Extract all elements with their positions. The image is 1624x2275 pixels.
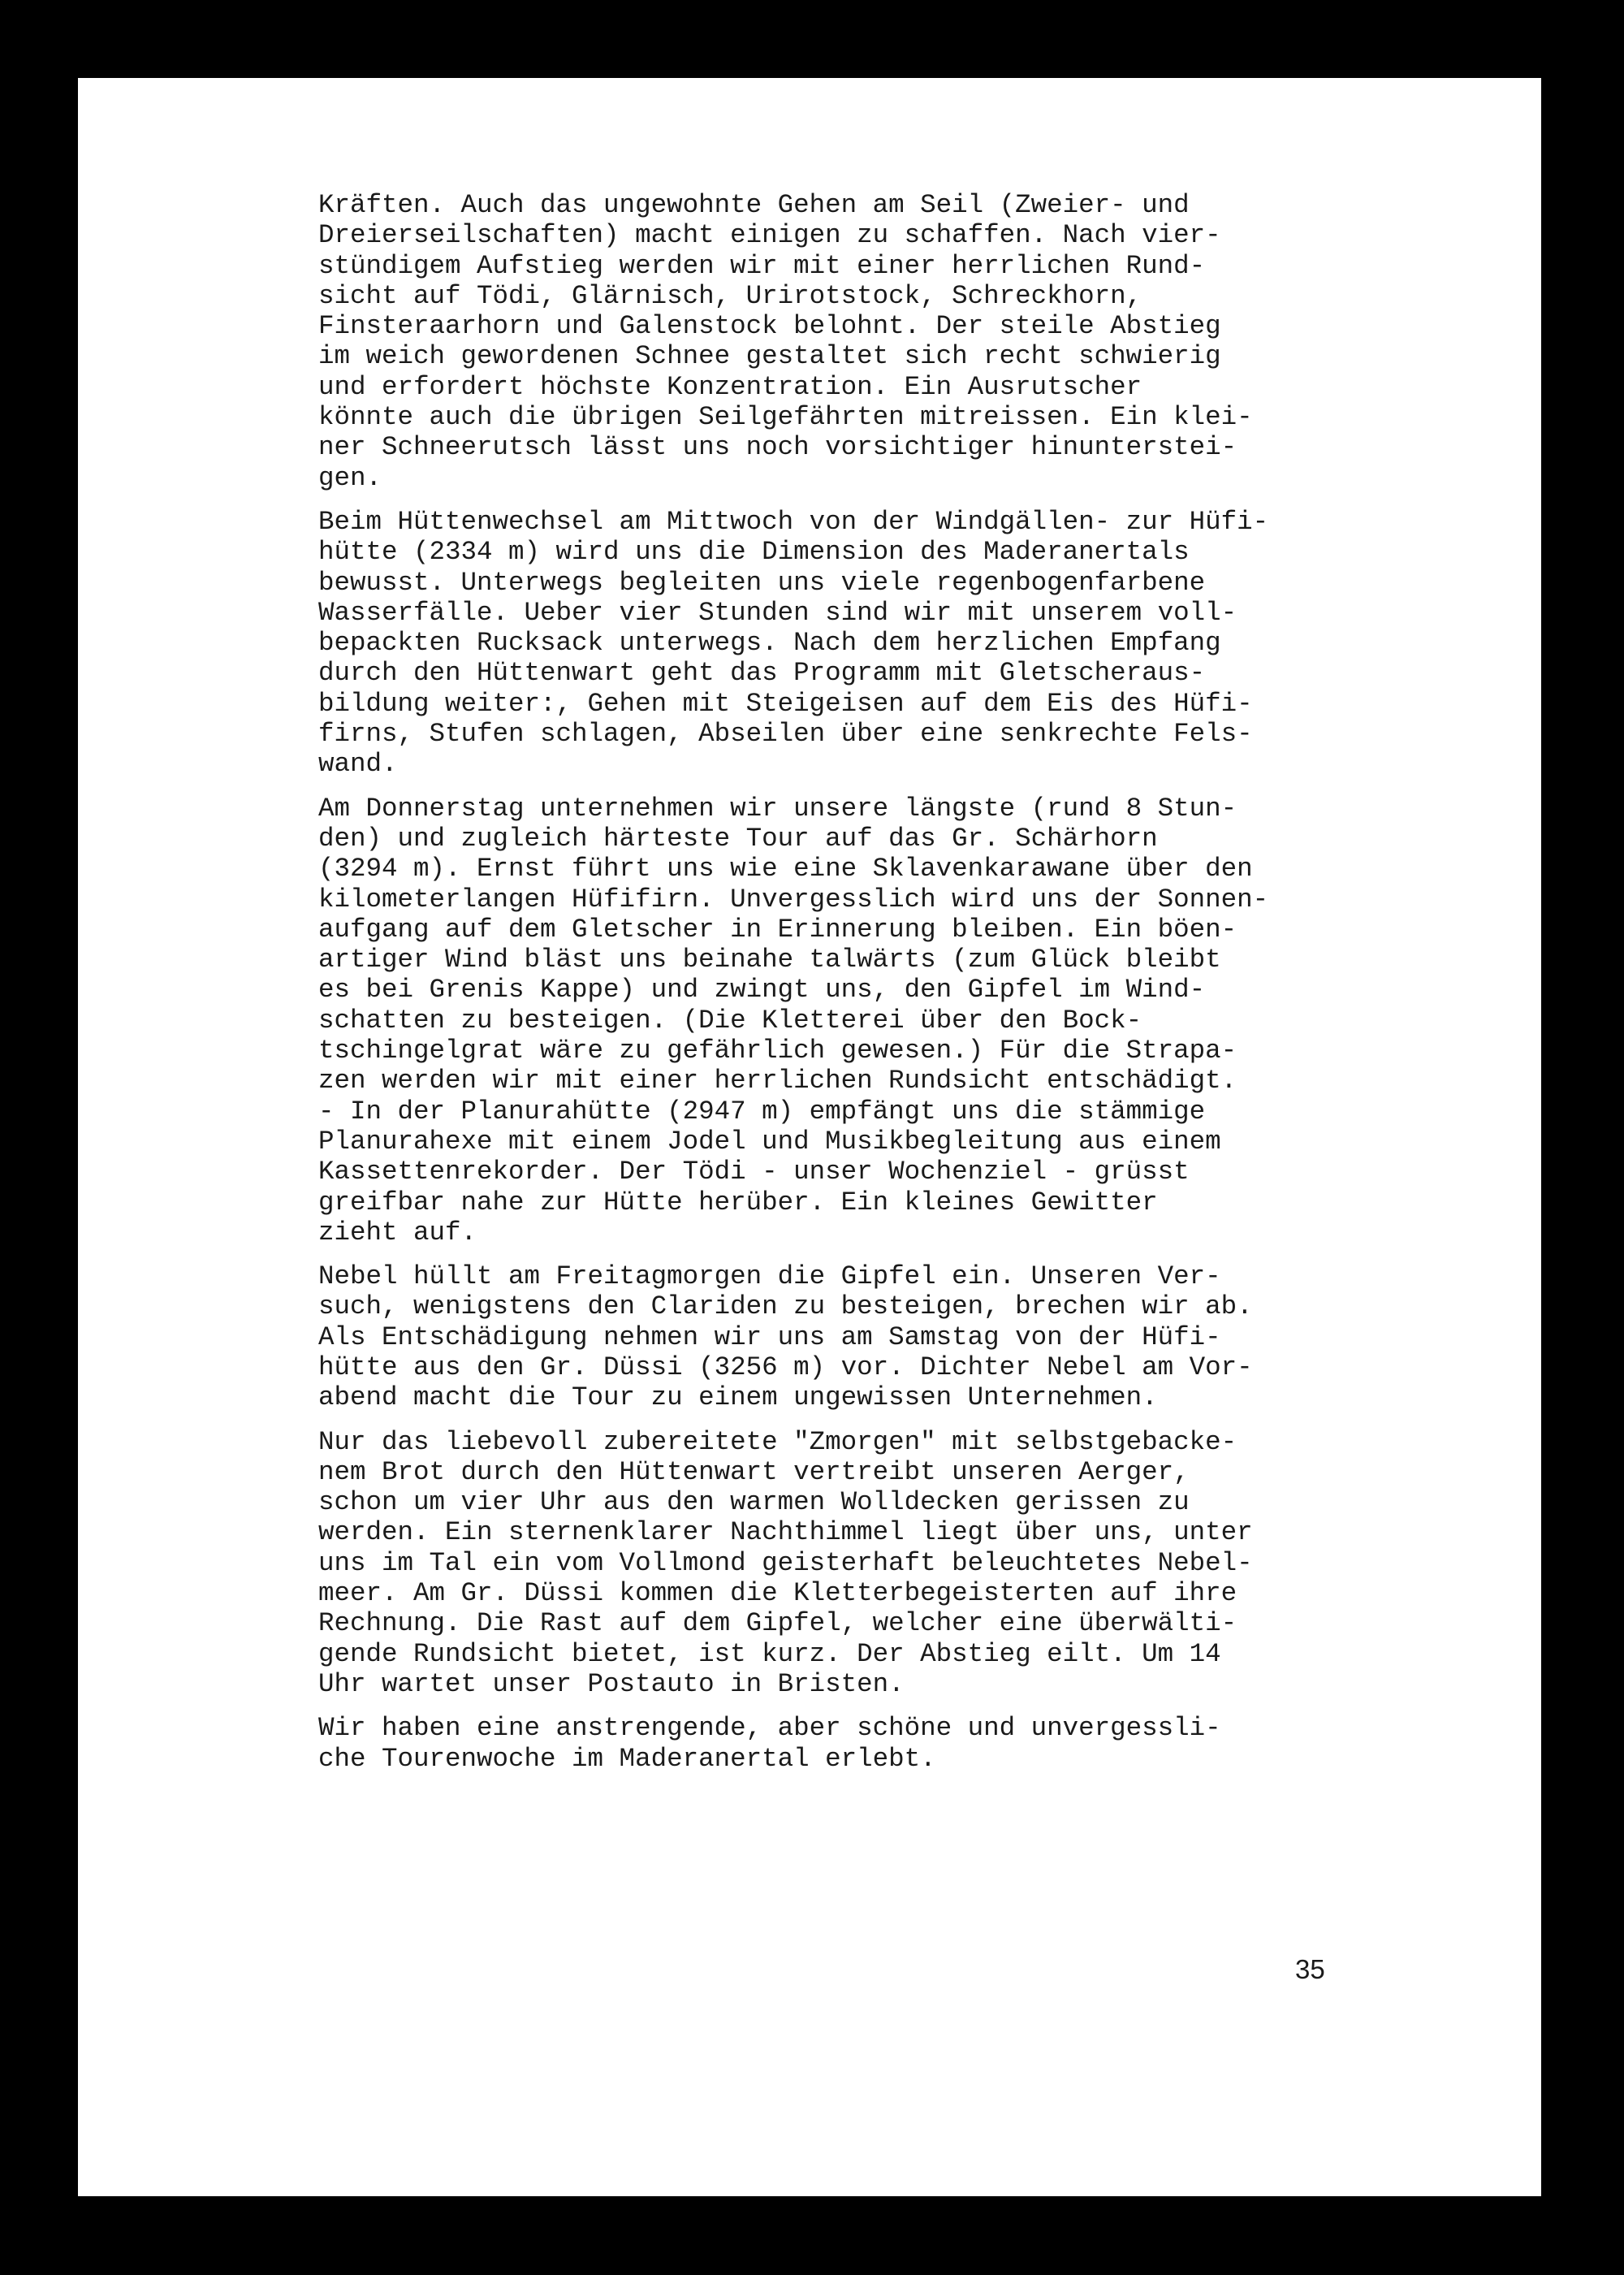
text-line: (3294 m). Ernst führt uns wie eine Sklavenkarawane über den — [318, 854, 1253, 884]
text-line: wand. — [318, 749, 398, 780]
text-line: Wasserfälle. Ueber vier Stunden sind wir mit unserem voll- — [318, 597, 1237, 628]
text-line: Wir haben eine anstrengende, aber schöne und unvergessli- — [318, 1713, 1221, 1744]
page-number: 35 — [1295, 1954, 1325, 1984]
text-line: sicht auf Tödi, Glärnisch, Urirotstock, Schreckhorn, — [318, 280, 1142, 311]
text-line: uns im Tal ein vom Vollmond geisterhaft beleuchtetes Nebel- — [318, 1547, 1253, 1578]
text-line: es bei Grenis Kappe) und zwingt uns, den Gipfel im Wind- — [318, 975, 1206, 1006]
text-line: - In der Planurahütte (2947 m) empfängt uns die stämmige — [318, 1096, 1206, 1127]
text-line: Am Donnerstag unternehmen wir unsere längste (rund 8 Stun- — [318, 793, 1237, 824]
text-line: Uhr wartet unser Postauto in Bristen. — [318, 1668, 905, 1699]
text-line: zen werden wir mit einer herrlichen Rundsicht entschädigt. — [318, 1066, 1237, 1096]
text-line: Als Entschädigung nehmen wir uns am Samstag von der Hüfi- — [318, 1321, 1221, 1352]
text-line: werden. Ein sternenklarer Nachthimmel liegt über uns, unter — [318, 1517, 1253, 1548]
text-line: Finsteraarhorn und Galenstock belohnt. Der steile Abstieg — [318, 311, 1221, 342]
text-line: such, wenigstens den Clariden zu besteigen, brechen wir ab. — [318, 1291, 1253, 1322]
text-line: und erfordert höchste Konzentration. Ein Ausrutscher — [318, 371, 1142, 402]
text-line: Planurahexe mit einem Jodel und Musikbegleitung aus einem — [318, 1126, 1221, 1157]
paragraph — [318, 1261, 1504, 1412]
text-line: hütte aus den Gr. Düssi (3256 m) vor. Dichter Nebel am Vor- — [318, 1352, 1253, 1382]
text-line: firns, Stufen schlagen, Abseilen über eine senkrechte Fels- — [318, 719, 1253, 750]
text-line: che Tourenwoche im Maderanertal erlebt. — [318, 1743, 936, 1774]
text-line: bildung weiter:, Gehen mit Steigeisen auf dem Eis des Hüfi- — [318, 688, 1253, 719]
text-line: aufgang auf dem Gletscher in Erinnerung bleiben. Ein böen- — [318, 914, 1237, 945]
text-line: Nur das liebevoll zubereitete "Zmorgen" mit selbstgebacke- — [318, 1426, 1237, 1457]
paragraph — [318, 190, 1504, 493]
text-line: Rechnung. Die Rast auf dem Gipfel, welcher eine überwälti- — [318, 1608, 1237, 1639]
body-text — [318, 190, 1504, 1788]
text-line: im weich gewordenen Schnee gestaltet sich recht schwierig — [318, 341, 1221, 372]
text-line: Dreierseilschaften) macht einigen zu schaffen. Nach vier- — [318, 220, 1221, 251]
text-line: bepackten Rucksack unterwegs. Nach dem herzlichen Empfang — [318, 628, 1221, 659]
text-line: stündigem Aufstieg werden wir mit einer herrlichen Rund- — [318, 250, 1206, 281]
paragraph — [318, 1713, 1504, 1774]
text-line: ner Schneerutsch lässt uns noch vorsichtiger hinunterstei- — [318, 432, 1237, 463]
paragraph — [318, 507, 1504, 780]
text-line: gende Rundsicht bietet, ist kurz. Der Abstieg eilt. Um 14 — [318, 1638, 1221, 1669]
text-line: Nebel hüllt am Freitagmorgen die Gipfel ein. Unseren Ver- — [318, 1261, 1221, 1292]
text-line: schon um vier Uhr aus den warmen Wolldecken gerissen zu — [318, 1487, 1190, 1518]
text-line: durch den Hüttenwart geht das Programm mit Gletscheraus- — [318, 658, 1206, 689]
text-line: meer. Am Gr. Düssi kommen die Kletterbegeisterten auf ihre — [318, 1578, 1237, 1609]
text-line: artiger Wind bläst uns beinahe talwärts (zum Glück bleibt — [318, 945, 1221, 975]
text-line: Beim Hüttenwechsel am Mittwoch von der Windgällen- zur Hüfi- — [318, 506, 1269, 537]
text-line: Kassettenrekorder. Der Tödi - unser Wochenziel - grüsst — [318, 1157, 1190, 1187]
text-line: bewusst. Unterwegs begleiten uns viele regenbogenfarbene — [318, 567, 1206, 598]
text-line: schatten zu besteigen. (Die Kletterei über den Bock- — [318, 1005, 1142, 1036]
paragraph — [318, 794, 1504, 1248]
text-line: hütte (2334 m) wird uns die Dimension des Maderanertals — [318, 537, 1190, 568]
text-line: den) und zugleich härteste Tour auf das Gr. Schärhorn — [318, 823, 1158, 854]
text-line: Kräften. Auch das ungewohnte Gehen am Seil (Zweier- und — [318, 190, 1190, 220]
text-line: abend macht die Tour zu einem ungewissen Unternehmen. — [318, 1382, 1158, 1413]
text-line: kilometerlangen Hüfifirn. Unvergesslich wird uns der Sonnen- — [318, 884, 1269, 915]
text-line: tschingelgrat wäre zu gefährlich gewesen.) Für die Strapa- — [318, 1036, 1237, 1066]
text-line: könnte auch die übrigen Seilgefährten mitreissen. Ein klei- — [318, 402, 1253, 433]
text-line: gen. — [318, 462, 382, 493]
text-line: zieht auf. — [318, 1217, 477, 1248]
paragraph — [318, 1427, 1504, 1700]
text-line: greifbar nahe zur Hütte herüber. Ein kleines Gewitter — [318, 1187, 1158, 1218]
text-line: nem Brot durch den Hüttenwart vertreibt unseren Aerger, — [318, 1456, 1190, 1487]
